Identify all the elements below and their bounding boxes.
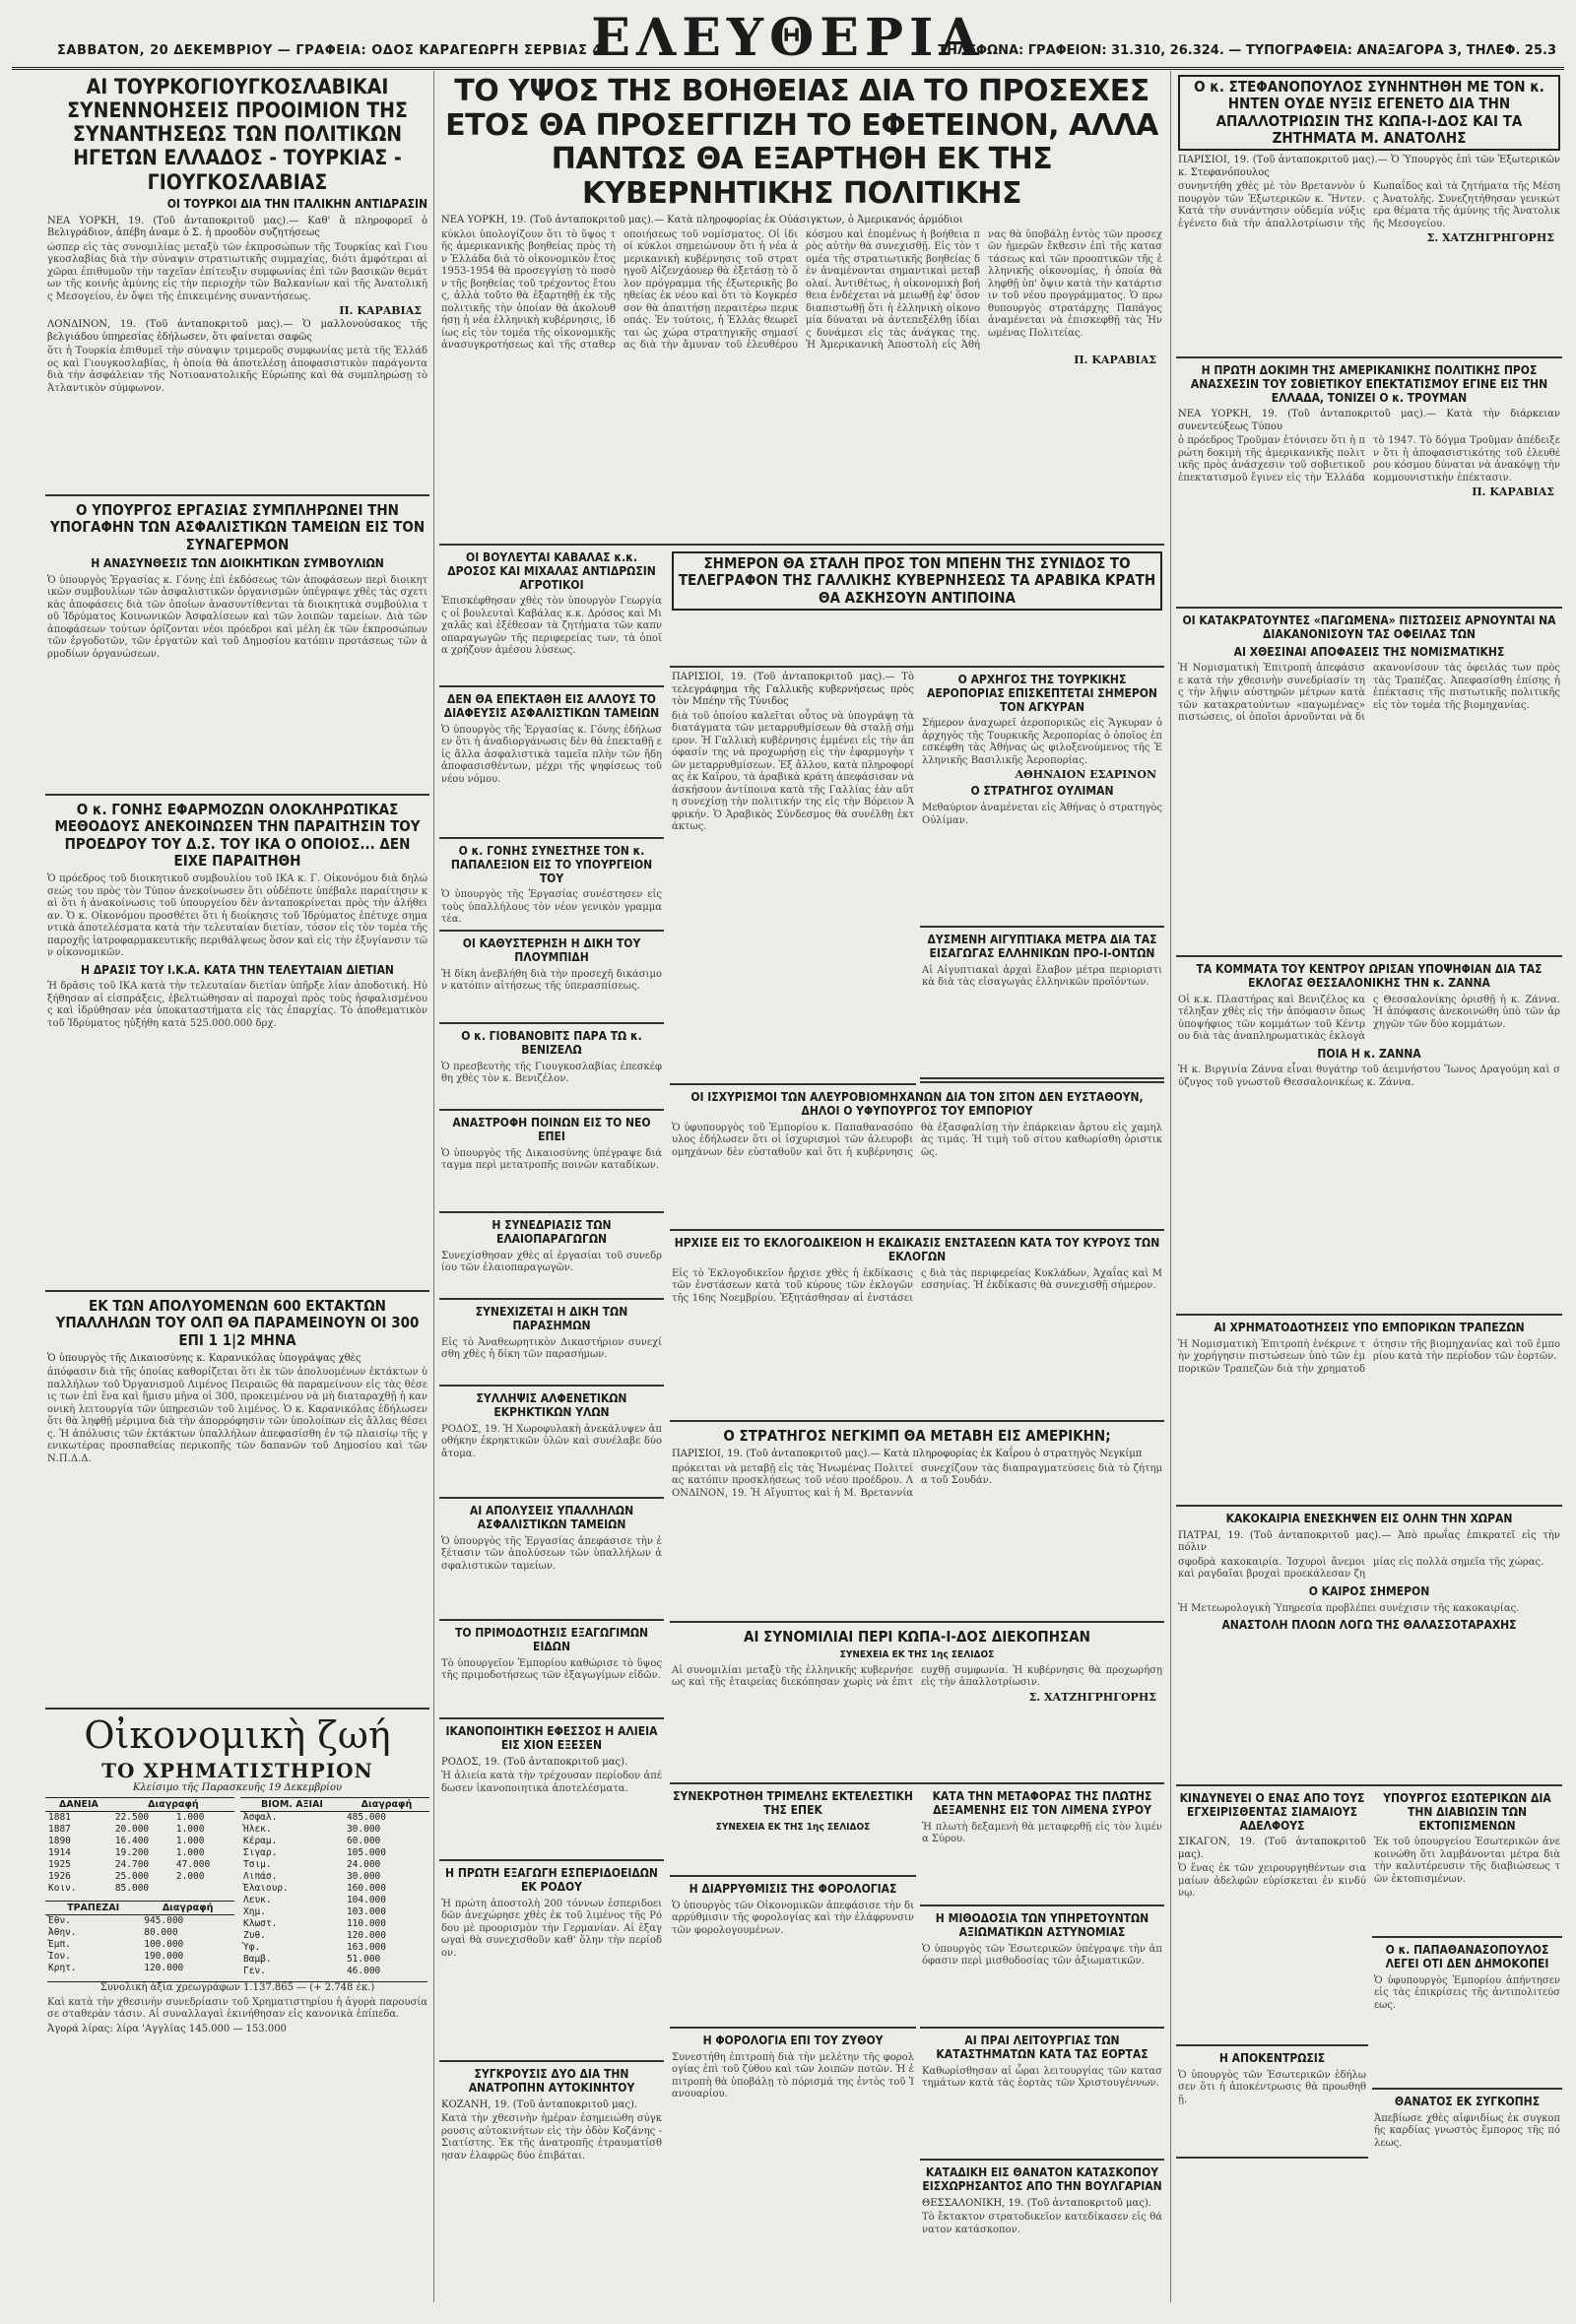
article-body: Ὁ ὑπουργὸς τῆς Ἐργασίας ἀπεφάσισε τὴν ἐξέτασιν τῶν ἀπολύσεων τῶν ὑπαλλήλων ἀσφαλιστικῶν ταμείων. — [441, 1535, 662, 1572]
dateline: ΠΑΤΡΑΙ, 19. (Τοῦ ἀνταποκριτοῦ μας).— Ἀπὸ πρωΐας ἐπικρατεῖ εἰς τὴν πόλιν — [1178, 1529, 1560, 1554]
loans-and-banks — [45, 1797, 234, 1977]
table-header: Διαγραφή — [344, 1798, 429, 1812]
headline: Ο ΣΤΡΑΤΗΓΟΣ ΝΕΓΚΙΜΠ ΘΑ ΜΕΤΑΒΗ ΕΙΣ ΑΜΕΡΙΚΗΝ; — [723, 1427, 1111, 1445]
article-flour — [670, 1087, 1164, 1231]
headline: ΑΙ ΧΡΗΜΑΤΟΔΟΤΗΣΕΙΣ ΥΠΟ ΕΜΠΟΡΙΚΩΝ ΤΡΑΠΕΖΩΝ — [1214, 1321, 1525, 1334]
headline: Ο κ. ΓΙΟΒΑΝΟΒΙΤΣ ΠΑΡΑ ΤΩ κ. ΒΕΝΙΖΕΛΩ — [461, 1029, 642, 1057]
quotes-tables — [45, 1797, 429, 1977]
dateline-2: ΛΟΝΔΙΝΟΝ, 19. (Τοῦ ἀνταποκριτοῦ μας).— Ὁ μαλλονούσακος τῆς βελγιάδου ὑπηρεσίας ἐδήλωσεν, ὅτι φαίνεται σαφῶς — [47, 319, 427, 343]
article-body: Ὁ ὑπουργὸς τῆς Δικαιοσύνης ὑπέγραψε διάταγμα περὶ μετατροπῆς ποινῶν καταδίκων. — [441, 1147, 662, 1172]
headline: ΤΟ ΠΡΙΜΟΔΟΤΗΣΙΣ ΕΞΑΓΩΓΙΜΩΝ ΕΙΔΩΝ — [454, 1626, 649, 1653]
article-unresolved — [439, 689, 664, 839]
headline: Ο κ. ΓΟΝΗΣ ΕΦΑΡΜΟΖΩΝ ΟΛΟΚΛΗΡΩΤΙΚΑΣ ΜΕΘΟΔΟΥΣ ΑΝΕΚΟΙΝΩΣΕΝ ΤΗΝ ΠΑΡΑΙΤΗΣΙΝ ΤΟΥ ΠΡΟΕΔΡΟΥ ΤΟΥ Δ.Σ. ΤΟΥ ΙΚΑ Ο ΟΠΟΙΟΣ... ΔΕΝ ΕΙΧΕ ΠΑΡΑΙΤΗΘΗ — [54, 801, 421, 870]
table-row: Ἐμπ. 100.000 — [48, 1939, 184, 1950]
finance-footer: Συνολικὴ ἀξία χρεωγράφων 1.137.865 — (+ 2.748 ἐκ.) — [47, 1981, 427, 1995]
article-police — [920, 1908, 1164, 2029]
table-row: Τσιμ. 24.000 — [243, 1859, 381, 1870]
article-body: Ἡ πλωτὴ δεξαμενὴ θὰ μεταφερθῇ εἰς τὸν λιμένα Σύρου. — [922, 1821, 1162, 1845]
headline: ΣΥΛΛΗΨΙΣ ΑΛΦΕΝΕΤΙΚΩΝ ΕΚΡΗΚΤΙΚΩΝ ΥΛΩΝ — [476, 1391, 627, 1419]
article-body: Ἡ ἁλιεία κατὰ τὴν τρέχουσαν περίοδον ἀπέδωσεν ἱκανοποιητικὰ ἀποτελέσματα. — [441, 1771, 662, 1794]
article-body: Εἰς τὸ Ἀναθεωρητικὸν Δικαστήριον συνεχίσθη χθὲς ἡ δίκη τῶν παρασήμων. — [441, 1336, 662, 1361]
headline: Ο κ. ΓΟΝΗΣ ΣΥΝΕΣΤΗΣΕ ΤΟΝ κ. ΠΑΠΑΛΕΞΙΟΝ ΕΙΣ ΤΟ ΥΠΟΥΡΓΕΙΟΝ ΤΟΥ — [450, 844, 653, 885]
dateline: Ὁ ὑπουργὸς τῆς Δικαιοσύνης κ. Καρανικόλας ὑπογράψας χθὲς — [47, 1352, 361, 1364]
finance-commentary: Καὶ κατὰ τὴν χθεσινὴν συνεδρίασιν τοῦ Χρηματιστηρίου ἡ ἀγορὰ παρουσίασε σταθερὰν τάσιν. Αἱ συναλλαγαὶ ἐκινήθησαν εἰς κανονικὰ ἐπίπεδα. — [47, 1996, 427, 2020]
article-death — [1372, 2092, 1562, 2300]
masthead-phones: ΤΗΛΕΦΩΝΑ: ΓΡΑΦΕΙΟΝ: 31.310, 26.324. — ΤΥΠΟΓΡΑΦΕΙΑ: ΑΝΑΞΑΓΟΡΑ 3, ΤΗΛΕΦ. 25.3 — [938, 43, 1556, 58]
article-nets — [439, 1113, 664, 1213]
article-accident — [439, 2064, 664, 2300]
headline: ΟΙ ΚΑΘΥΣΤΕΡΗΣΗ Η ΔΙΚΗ ΤΟΥ ΠΛΟΥΜΠΙΔΗ — [462, 936, 641, 964]
article-body: Οἱ κ.κ. Πλαστήρας καὶ Βενιζέλος κατέληξαν χθὲς εἰς τὴν ἀπόφασιν ὅπως ὑποψήφιος τῶν κομμάτων τοῦ Κέντρου διὰ τὰς ἀναπληρωματικὰς ἐκλογὰς Θεσσαλονίκης ὁρισθῇ ἡ κ. Ζάννα. Ἡ ἀπόφασις ἀνεκοινώθη ὑπὸ τῶν ἀρχηγῶν τῶν δύο κομμάτων. — [1178, 994, 1560, 1043]
article-body: Τὸ ἔκτακτον στρατοδικεῖον κατεδίκασεν εἰς θάνατον κατάσκοπον. — [922, 2212, 1162, 2235]
finance-section — [45, 1711, 429, 2302]
headline: Η ΑΠΟΚΕΝΤΡΩΣΙΣ — [1218, 2051, 1326, 2065]
headline: Η ΜΙΘΟΔΟΣΙΑ ΤΩΝ ΥΠΗΡΕΤΟΥΝΤΩΝ ΑΞΙΩΜΑΤΙΚΩΝ ΑΣΤΥΝΟΜΙΑΣ — [935, 1911, 1149, 1939]
article-body: πρόκειται νὰ μεταβῇ εἰς τὰς Ἡνωμένας Πολιτείας κατόπιν προσκλήσεως τοῦ νέου προέδρου. ΛΟΝΔΙΝΟΝ, 19. Ἡ Αἴγυπτος καὶ ἡ Μ. Βρεταννία συνεχίζουν τὰς διαπραγματεύσεις διὰ τὸ ζήτημα τοῦ Σουδάν. — [672, 1462, 1162, 1499]
article-holidays — [920, 2031, 1164, 2161]
table-row: Κλωστ. 110.000 — [243, 1918, 386, 1929]
article-body: ΡΟΔΟΣ, 19. Ἡ Χωροφυλακὴ ἀνεκάλυψεν ἀποθήκην ἐκρηκτικῶν ὑλῶν καὶ συνέλαβε δύο ἄτομα. — [441, 1423, 662, 1459]
column-divider — [433, 71, 434, 2302]
dateline: ΝΕΑ ΥΟΡΚΗ, 19. (Τοῦ ἀνταποκριτοῦ μας).— Κατὰ πληροφορίας ἐκ Οὐάσιγκτων, ὁ Ἀμερικανός ἀρμόδιοι — [441, 215, 963, 226]
headline: ΗΡΧΙΣΕ ΕΙΣ ΤΟ ΕΚΛΟΓΟΔΙΚΕΙΟΝ Η ΕΚΔΙΚΑΣΙΣ ΕΝΣΤΑΣΕΩΝ ΚΑΤΑ ΤΟΥ ΚΥΡΟΥΣ ΤΩΝ ΕΚΛΟΓΩΝ — [674, 1236, 1160, 1263]
headline: ΚΑΤΑ ΤΗΝ ΜΕΤΑΦΟΡΑΣ ΤΗΣ ΠΛΩΤΗΣ ΔΕΞΑΜΕΝΗΣ ΕΙΣ ΤΟΝ ΛΙΜΕΝΑ ΣΥΡΟΥ — [932, 1789, 1152, 1817]
signature: Σ. ΧΑΤΖΗΓΡΗΓΟΡΗΣ — [1426, 231, 1554, 244]
table-row: 1926 25.000 2.000 — [48, 1871, 205, 1882]
headline: ΥΠΟΥΡΓΟΣ ΕΣΩΤΕΡΙΚΩΝ ΔΙΑ ΤΗΝ ΔΙΑΒΙΩΣΙΝ ΤΩΝ ΕΚΤΟΠΙΣΜΕΝΩΝ — [1383, 1791, 1551, 1833]
article-body-2: ὅτι ἡ Τουρκία ἐπιθυμεῖ τὴν σύναψιν τριμεροῦς συμφωνίας μετὰ τῆς Ἑλλάδος καὶ Γιουγκοσλαβίας, ἡ ὁποία θὰ ἀποτελέσῃ ἀποφασιστικὸν παράγοντα διὰ τὴν ἀσφάλειαν τῆς Νοτιοανατολικῆς Εὐρώπης καὶ θὰ συμπληρώσῃ τὸ Ἀτλαντικὸν σύμφωνον. — [47, 346, 427, 394]
article-body-2: Ἡ κ. Βιργινία Ζάννα εἶναι θυγάτηρ τοῦ ἀειμνήστου Ἴωνος Δραγούμη καὶ σύζυγος τοῦ γνωστοῦ Θεσσαλονικέως κ. Ζάννα. — [1178, 1065, 1560, 1088]
table-row: Γεν. 46.000 — [243, 1966, 381, 1976]
article-body: Ὁ ὑπουργὸς τῆς Ἐργασίας συνέστησεν εἰς τοὺς ὑπαλλήλους τὸν νέον γενικὸν γραμματέα. — [441, 889, 662, 926]
article-oil — [439, 1215, 664, 1300]
table-row: Λευκ. 104.000 — [243, 1895, 386, 1905]
dateline: ΠΑΡΙΣΙΟΙ, 19. (Τοῦ ἀνταποκριτοῦ μας).— Τὸ τελεγράφημα τῆς Γαλλικῆς κυβερνήσεως πρὸς τὸν Μπέην τῆς Τύνιδος — [672, 672, 914, 707]
headline: ΚΑΚΟΚΑΙΡΙΑ ΕΝΕΣΚΗΨΕΝ ΕΙΣ ΟΛΗΝ ΤΗΝ ΧΩΡΑΝ — [1225, 1512, 1513, 1525]
article-syros — [920, 1786, 1164, 1906]
subheadline: ΠΟΙΑ Η κ. ΖΑΝΝΑ — [1317, 1046, 1421, 1061]
article-papathanasopoulos — [1372, 1940, 1562, 2090]
table-row: Ἐθν. 945.000 — [48, 1915, 184, 1926]
subheadline: Ο ΚΑΙΡΟΣ ΣΗΜΕΡΟΝ — [1308, 1583, 1430, 1598]
headline: ΣΥΓΚΡΟΥΣΙΣ ΔΥΟ ΔΙΑ ΤΗΝ ΑΝΑΤΡΟΠΗΝ ΑΥΤΟΚΙΝΗΤΟΥ — [468, 2067, 635, 2095]
dateline: ΝΕΑ ΥΟΡΚΗ, 19. (Τοῦ ἀνταποκριτοῦ μας).— Καθ' ἅ πληροφορεῖ ὁ Βελιγράδιον, ἀπέβη ἀναμε ὁ Σ. ἡ προοδὸν συζητήσεως — [47, 215, 427, 238]
article-meeting — [439, 841, 664, 932]
table-row: Χημ. 103.000 — [243, 1906, 386, 1917]
headline: ΙΚΑΝΟΠΟΙΗΤΙΚΗ ΕΦΕΣΣΟΣ Η ΑΛΙΕΙΑ ΕΙΣ ΧΙΟΝ ΕΞΕΣΕΝ — [445, 1724, 658, 1752]
headline: ΟΙ ΚΑΤΑΚΡΑΤΟΥΝΤΕΣ «ΠΑΓΩΜΕΝΑ» ΠΙΣΤΩΣΕΙΣ ΑΡΝΟΥΝΤΑΙ ΝΑ ΔΙΑΚΑΝΟΝΙΣΟΥΝ ΤΑΣ ΟΦΕΙΛΑΣ ΤΩΝ — [1182, 613, 1556, 641]
article-body: Ἐκ τοῦ ὑπουργείου Ἐσωτερικῶν ἀνεκοινώθη ὅτι λαμβάνονται μέτρα διὰ τὴν καλυτέρευσιν τῆς διαβιώσεως τῶν ἐκτοπισμένων. — [1374, 1837, 1560, 1885]
article-elections — [670, 1233, 1164, 1422]
article-body: Ὁ ἕνας ἐκ τῶν χειρουργηθέντων σιαμαίων ἀδελφῶν εὑρίσκεται ἐν κινδύνῳ. — [1178, 1863, 1366, 1900]
table-row: 1881 22.500 1.000 — [48, 1812, 205, 1823]
finance-subtitle: ΤΟ ΧΡΗΜΑΤΙΣΤΗΡΙΟΝ — [101, 1759, 373, 1782]
headline: ΑΙ ΑΠΟΛΥΣΕΙΣ ΥΠΑΛΛΗΛΩΝ ΑΣΦΑΛΙΣΤΙΚΩΝ ΤΑΜΕΙΩΝ — [469, 1504, 634, 1531]
headline: Ο ΑΡΧΗΓΟΣ ΤΗΣ ΤΟΥΡΚΙΚΗΣ ΑΕΡΟΠΟΡΙΑΣ ΕΠΙΣΚΕΠΤΕΤΑΙ ΣΗΜΕΡΟΝ ΤΟΝ ΑΓΚΥΡΑΝ — [927, 673, 1157, 714]
article-body: Συνεχίσθησαν χθὲς αἱ ἐργασίαι τοῦ συνεδρίου τῶν ἐλαιοπαραγωγῶν. — [441, 1250, 662, 1274]
subheadline: ΑΙ ΧΘΕΣΙΝΑΙ ΑΠΟΦΑΣΕΙΣ ΤΗΣ ΝΟΜΙΣΜΑΤΙΚΗΣ — [1233, 644, 1505, 659]
table-row: Ὑφ. 163.000 — [243, 1942, 386, 1953]
headline: ΔΥΣΜΕΝΗ ΑΙΓΥΠΤΙΑΚΑ ΜΕΤΡΑ ΔΙΑ ΤΑΣ ΕΙΣΑΓΩΓΑΣ ΕΛΛΗΝΙΚΩΝ ΠΡΟ-Ι-ΟΝΤΩΝ — [927, 933, 1157, 960]
article-body: Καθωρίσθησαν αἱ ὧραι λειτουργίας τῶν καταστημάτων κατὰ τὰς ἑορτὰς τῶν Χριστουγέννων. — [922, 2065, 1162, 2090]
article-kavala — [439, 548, 664, 687]
headline: ΟΙ ΙΣΧΥΡΙΣΜΟΙ ΤΩΝ ΑΛΕΥΡΟΒΙΟΜΗΧΑΝΩΝ ΔΙΑ ΤΟΝ ΣΙΤΟΝ ΔΕΝ ΕΥΣΤΑΘΟΥΝ, ΔΗΛΟΙ Ο ΥΦΥΠΟΥΡΓΟΣ ΤΟΥ ΕΜΠΟΡΙΟΥ — [690, 1090, 1144, 1118]
article-neguib — [670, 1424, 1164, 1623]
subheadline: ΟΙ ΤΟΥΡΚΟΙ ΔΙΑ ΤΗΝ ΙΤΑΛΙΚΗΝ ΑΝΤΙΔΡΑΣΙΝ — [166, 196, 427, 211]
article-exiles — [1372, 1788, 1562, 1938]
signature: Π. ΚΑΡΑΒΙΑΣ — [1472, 485, 1554, 499]
headline: ΟΙ ΒΟΥΛΕΥΤΑΙ ΚΑΒΑΛΑΣ κ.κ. ΔΡΟΣΟΣ ΚΑΙ ΜΙΧΑΛΑΣ ΑΝΤΙΔΡΩΣΙΝ ΑΓΡΟΤΙΚΟΙ — [447, 550, 656, 592]
headline: Η ΦΟΡΟΛΟΓΙΑ ΕΠΙ ΤΟΥ ΖΥΘΟΥ — [702, 2034, 884, 2047]
article-apokentrosis — [1176, 2048, 1368, 2159]
article-body: Ἀπεβίωσε χθὲς αἰφνιδίως ἐκ συγκοπῆς καρδίας γνωστὸς ἔμπορος τῆς πόλεως. — [1374, 2112, 1560, 2149]
headline: ΔΕΝ ΘΑ ΕΠΕΚΤΑΘΗ ΕΙΣ ΑΛΛΟΥΣ ΤΟ ΔΙΑΦΕΥΣΙΣ ΑΣΦΑΛΙΣΤΙΚΩΝ ΤΑΜΕΙΩΝ — [443, 692, 660, 720]
table-row: 1890 16.400 1.000 — [48, 1836, 205, 1846]
newspaper-page — [12, 8, 1564, 2302]
headline: ΤΟ ΥΨΟΣ ΤΗΣ ΒΟΗΘΕΙΑΣ ΔΙΑ ΤΟ ΠΡΟΣΕΧΕΣ ΕΤΟΣ ΘΑ ΠΡΟΣΕΓΓΙΖΗ ΤΟ ΕΦΕΤΕΙΝΟΝ, ΑΛΛΑ ΠΑΝΤΩΣ ΘΑ ΕΞΑΡΤΗΘΗ ΕΚ ΤΗΣ ΚΥΒΕΡΝΗΤΙΚΗΣ ΠΟΛΙΤΙΚΗΣ — [445, 74, 1158, 211]
subheadline: ΣΥΝΕΧΕΙΑ ΕΚ ΤΗΣ 1ης ΣΕΛΙΔΟΣ — [715, 1821, 871, 1833]
table-header: Διαγραφή — [112, 1798, 234, 1812]
article-oap — [45, 1294, 429, 1710]
dateline: ΣΙΚΑΓΟΝ, 19. (Τοῦ ἀνταποκριτοῦ μας). — [1178, 1837, 1366, 1860]
table-header: ΒΙΟΜ. ΑΞΙΑΙ — [240, 1798, 344, 1812]
article-body: Εἰς τὸ Ἐκλογοδικεῖον ἤρχισε χθὲς ἡ ἐκδίκασις τῶν ἐνστάσεων κατὰ τοῦ κύρους τῶν ἐκλογῶν τῆς 16ης Νοεμβρίου. Ἐξητάσθησαν αἱ ἐνστάσεις διὰ τὰς περιφερείας Κυκλάδων, Ἀχαΐας καὶ Μεσσηνίας. Ἡ ἐκδίκασις θὰ συνεχισθῇ σήμερον. — [672, 1267, 1162, 1304]
article-body: Σήμερον ἀναχωρεῖ ἀεροπορικῶς εἰς Ἄγκυραν ὁ ἀρχηγὸς τῆς Τουρκικῆς Ἀεροπορίας ὁ ὁποῖος ἐπεσκέφθη τὰς Ἀθήνας ὡς φιλοξενούμενος τῆς Ἑλληνικῆς Βασιλικῆς Ἀεροπορίας. — [922, 718, 1162, 766]
article-body: Συνεστήθη ἐπιτροπὴ διὰ τὴν μελέτην τῆς φορολογίας ἐπὶ τοῦ ζύθου καὶ τῶν λοιπῶν ποτῶν. Ἡ ἐπιτροπὴ θὰ ὑποβάλῃ τὸ πόρισμά της ἐντὸς τοῦ Ἰανουαρίου. — [672, 2051, 914, 2100]
headline: ΘΑΝΑΤΟΣ ΕΚ ΣΥΓΚΟΠΗΣ — [1394, 2095, 1541, 2108]
article-egypt — [920, 930, 1164, 1079]
table-row: Κέραμ. 60.000 — [243, 1836, 381, 1846]
headline: ΚΙΝΔΥΝΕΥΕΙ Ο ΕΝΑΣ ΑΠΟ ΤΟΥΣ ΕΓΧΕΙΡΙΣΘΕΝΤΑΣ ΣΙΑΜΑΙΟΥΣ ΑΔΕΛΦΟΥΣ — [1179, 1791, 1365, 1833]
finance-title: Οἰκονομικὴ ζωή — [84, 1713, 391, 1757]
article-body: Ὁ ὑπουργὸς Ἐργασίας κ. Γόνης ἐπὶ ἐκδόσεως τῶν ἀποφάσεων περὶ διοικητικῶν συμβουλίων τῶν ἀσφαλιστικῶν ὀργανισμῶν ὑπέγραψε χθὲς τὰς σχετικὰς ἀποφάσεις διὰ τῶν ὁποίων ἀνασυντίθενται τὰ διοικητικὰ συμβούλια τοῦ Ἱδρύματος Κοινωνικῶν Ἀσφαλίσεων καὶ τῶν λοιπῶν ταμείων. Διὰ τῶν ἀποφάσεων τούτων ὁρίζονται νέοι πρόεδροι καὶ μέλη ἐκ τῶν ἐκπροσώπων τῶν ἐργοδοτῶν, τῶν ἐργατῶν καὶ τοῦ Δημοσίου κατόπιν προτάσεως τῶν ἀρμοδίων ὀργανώσεων. — [47, 574, 427, 660]
dateline: ΡΟΔΟΣ, 19. (Τοῦ ἀνταποκριτοῦ μας). — [441, 1756, 628, 1768]
industry-quotes — [240, 1797, 429, 1977]
article-body-2: Μεθαύριον ἀναμένεται εἰς Ἀθήνας ὁ στρατηγὸς Οὐλίμαν. — [922, 803, 1162, 826]
article-yield — [439, 1623, 664, 1719]
finance-session: Κλείσιμο τῆς Παρασκευῆς 19 Δεκεμβρίου — [132, 1782, 343, 1793]
headline: ΣΥΝΕΧΙΖΕΤΑΙ Η ΔΙΚΗ ΤΩΝ ΠΑΡΑΣΗΜΩΝ — [475, 1305, 628, 1332]
newspaper-title: ΕΛΕΥΘΕΡΙΑ — [591, 8, 985, 68]
spacer — [920, 1081, 1164, 1083]
subheadline: Η ΔΡΑΣΙΣ ΤΟΥ Ι.Κ.Α. ΚΑΤΑ ΤΗΝ ΤΕΛΕΥΤΑΙΑΝ ΔΙΕΤΙΑΝ — [81, 962, 394, 977]
dateline: ΘΕΣΣΑΛΟΝΙΚΗ, 19. (Τοῦ ἀνταποκριτοῦ μας). — [922, 2197, 1151, 2209]
article-envoys — [670, 548, 1164, 668]
table-row: Ἀσφαλ. 485.000 — [243, 1812, 386, 1823]
table-row: Ἠλεκ. 30.000 — [243, 1824, 381, 1835]
headline: ΣΥΝΕΚΡΟΤΗΘΗ ΤΡΙΜΕΛΗΣ ΕΚΤΕΛΕΣΤΙΚΗ ΤΗΣ ΕΠΕΚ — [673, 1789, 913, 1817]
article-body: Ὁ πρεσβευτὴς τῆς Γιουγκοσλαβίας ἐπεσκέφθη χθὲς τὸν κ. Βενιζέλον. — [441, 1061, 662, 1085]
signature: ΑΘΗΝΑΙΟΝ ΕΣΑΡΙΝΟΝ — [1015, 768, 1156, 782]
article-body: σφοδρὰ κακοκαιρία. Ἰσχυροὶ ἄνεμοι καὶ ραγδαῖαι βροχαὶ προεκάλεσαν ζημίας εἰς πολλὰ σημεῖα τῆς χώρας. — [1178, 1556, 1544, 1581]
article-epek — [670, 1786, 916, 1877]
headline: ΑΙ ΤΟΥΡΚΟΓΙΟΥΓΚΟΣΛΑΒΙΚΑΙ ΣΥΝΕΝΝΟΗΣΕΙΣ ΠΡΟΟΙΜΙΟΝ ΤΗΣ ΣΥΝΑΝΤΗΣΕΩΣ ΤΩΝ ΠΟΛΙΤΙΚΩΝ ΗΓΕΤΩΝ ΕΛΛΑΔΟΣ - ΤΟΥΡΚΙΑΣ - ΓΙΟΥΓΚΟΣΛΑΒΙΑΣ — [67, 75, 408, 194]
table-row: Κρητ. 120.000 — [48, 1963, 184, 1973]
signature: Π. ΚΑΡΑΒΙΑΣ — [1074, 353, 1156, 366]
article-labor — [45, 498, 429, 796]
headline: Ο κ. ΣΤΕΦΑΝΟΠΟΥΛΟΣ ΣΥΝΗΝΤΗΘΗ ΜΕ ΤΟΝ κ. ΗΝΤΕΝ ΟΥΔΕ ΝΥΞΙΣ ΕΓΕΝΕΤΟ ΔΙΑ ΤΗΝ ΑΠΑΛΛΟΤΡΙΩΣΙΝ ΤΗΣ ΚΩΠΑ-Ι-ΔΟΣ ΚΑΙ ΤΑ ΖΗΤΗΜΑΤΑ Μ. ΑΝΑΤΟΛΗΣ — [1178, 75, 1560, 151]
article-envoys-body — [670, 670, 916, 1085]
article-body: Αἱ συνομιλίαι μεταξὺ τῆς ἑλληνικῆς κυβερνήσεως καὶ τῆς ἑταιρείας διεκόπησαν χωρὶς νὰ ἐπιτευχθῇ συμφωνία. Ἡ κυβέρνησις θὰ προχωρήσῃ εἰς τὴν ἀπαλλοτρίωσιν. — [672, 1664, 1162, 1689]
table-row: Ἀθην. 80.000 — [48, 1927, 178, 1938]
article-weather — [1176, 1509, 1562, 1786]
headline: ΚΑΤΑΔΙΚΗ ΕΙΣ ΘΑΝΑΤΟΝ ΚΑΤΑΣΚΟΠΟΥ ΕΙΣΧΩΡΗΣΑΝΤΟΣ ΑΠΟ ΤΗΝ ΒΟΥΛΓΑΡΙΑΝ — [922, 2165, 1162, 2193]
article-pagomena — [1176, 611, 1562, 957]
article-gonis — [45, 798, 429, 1292]
article-body: Ὁ ὑπουργὸς τῆς Ἐργασίας κ. Γόνης ἐδήλωσεν ὅτι ἡ ἀναδιοργάνωσις δὲν θὰ ἐπεκταθῇ εἰς ἄλλα ἀσφαλιστικὰ ταμεῖα πλὴν τῶν ἤδη ἀποφασισθέντων, μέχρι τῆς ψηφίσεως τοῦ νέου νόμου. — [441, 724, 662, 785]
article-ikanopoiitiki — [439, 1721, 664, 1861]
headline: ΤΑ ΚΟΜΜΑΤΑ ΤΟΥ ΚΕΝΤΡΟΥ ΩΡΙΣΑΝ ΥΠΟΨΗΦΙΑΝ ΔΙΑ ΤΑΣ ΕΚΛΟΓΑΣ ΘΕΣΣΑΛΟΝΙΚΗΣ ΤΗΝ κ. ΖΑΝΝΑ — [1196, 962, 1543, 990]
headline: Η ΔΙΑΡΡΥΘΜΙΣΙΣ ΤΗΣ ΦΟΡΟΛΟΓΙΑΣ — [689, 1882, 897, 1896]
article-body: Ἡ Νομισματικὴ Ἐπιτροπὴ ἐνέκρινε τὴν χορήγησιν πιστώσεων ὑπὸ τῶν ἐμπορικῶν Τραπεζῶν διὰ τὴν χρηματοδότησιν τῆς βιομηχανίας καὶ τοῦ ἐμπορίου κατὰ τὴν περίοδον τῶν ἑορτῶν. — [1178, 1338, 1560, 1375]
article-sugartax — [670, 2031, 916, 2300]
article-stefanopoulos — [1176, 71, 1562, 358]
headline: ΑΙ ΣΥΝΟΜΙΛΙΑΙ ΠΕΡΙ ΚΩΠΑ-Ι-ΔΟΣ ΔΙΕΚΟΠΗΣΑΝ — [744, 1628, 1090, 1646]
table-row: Ζυθ. 120.000 — [243, 1930, 386, 1941]
table-row: Ἰον. 190.000 — [48, 1951, 184, 1962]
table-row: 1914 19.200 1.000 — [48, 1847, 205, 1858]
table-row: Ἐλαιουρ. 160.000 — [243, 1883, 386, 1894]
article-body: ἀπόφασιν διὰ τῆς ὁποίας καθορίζεται ὅτι ἐκ τῶν ἀπολυομένων ἐκτάκτων ὑπαλλήλων τοῦ Ὀργανισμοῦ Λιμένος Πειραιῶς θὰ παραμείνουν εἰς τὰς θέσεις των ἐπὶ ἕνα καὶ ἥμισυ μῆνα οἱ 300, προκειμένου νὰ μὴ διαταραχθῇ ἡ κανονικὴ λειτουργία τῶν ὑπηρεσιῶν τοῦ λιμένος. Ὁ κ. Καρανικόλας ἐδήλωσεν ὅτι θὰ ληφθῇ μέριμνα διὰ τὴν ἀπορρόφησιν τῶν ὑπολοίπων εἰς ἄλλας θέσεις. Ἡ ἀπόλυσις τῶν ἐκτάκτων ὑπαλλήλων ἀπεφασίσθη ἐν τῷ πλαισίῳ τῆς γενικωτέρας προσπαθείας περικοπῆς τῶν δαπανῶν τοῦ Δημοσίου καὶ τῶν Ν.Π.Δ.Δ. — [47, 1367, 427, 1464]
article-aid — [439, 71, 1164, 546]
article-body: ὁ πρόεδρος Τροῦμαν ἐτόνισεν ὅτι ἡ πρώτη δοκιμὴ τῆς ἀμερικανικῆς πολιτικῆς πρὸς ἀνάσχεσιν τοῦ σοβιετικοῦ ἐπεκτατισμοῦ ἔγινεν εἰς τὴν Ἑλλάδα τὸ 1947. Τὸ δόγμα Τροῦμαν ἀπέδειξεν ὅτι ἡ ἀποφασιστικότης τοῦ ἐλευθέρου κόσμου δύναται νὰ ἀνακόψῃ τὴν κομμουνιστικὴν ἐπέκτασιν. — [1178, 435, 1560, 484]
dateline: ΠΑΡΙΣΙΟΙ, 19. (Τοῦ ἀνταποκριτοῦ μας).— Ὁ Ὑπουργὸς ἐπὶ τῶν Ἐξωτερικῶν κ. Στεφανόπουλος — [1178, 155, 1560, 178]
table-header: ΔΑΝΕΙΑ — [45, 1798, 112, 1812]
article-body: Ὁ ὑπουργὸς τῶν Οἰκονομικῶν ἀπεφάσισε τὴν διαρρύθμισιν τῆς φορολογίας καὶ τὴν ἐλάφρυνσιν τῶν φορολογουμένων. — [672, 1900, 914, 1936]
headline: Ο ΥΠΟΥΡΓΟΣ ΕΡΓΑΣΙΑΣ ΣΥΜΠΛΗΡΩΝΕΙ ΤΗΝ ΥΠΟΓΑΦΗΝ ΤΩΝ ΑΣΦΑΛΙΣΤΙΚΩΝ ΤΑΜΕΙΩΝ ΕΙΣ ΤΟΝ ΣΥΝΑΓΕΡΜΟΝ — [49, 501, 426, 553]
article-tito — [45, 71, 429, 496]
headline: ΕΚ ΤΩΝ ΑΠΟΛΥΟΜΕΝΩΝ 600 ΕΚΤΑΚΤΩΝ ΥΠΑΛΛΗΛΩΝ ΤΟΥ ΟΛΠ ΘΑ ΠΑΡΑΜΕΙΝΟΥΝ ΟΙ 300 ΕΠΙ 1 1|2 ΜΗΝΑ — [55, 1297, 420, 1349]
article-body: κύκλοι ὑπολογίζουν ὅτι τὸ ὕψος τῆς ἀμερικανικῆς βοηθείας πρὸς τὴν Ἑλλάδα διὰ τὸ οἰκονομικὸν ἔτος 1953-1954 θὰ προσεγγίσῃ τὸ ποσὸν τῆς βοηθείας τοῦ τρέχοντος ἔτους, ἀλλὰ τοῦτο θὰ ἐξαρτηθῇ ἐκ τῆς πολιτικῆς τὴν ὁποίαν θὰ ἀκολουθήσῃ ἡ νέα ἑλληνικὴ κυβέρνησις, ἰδίως εἰς τὸν τομέα τῆς οἰκονομικῆς ἀνασυγκροτήσεως καὶ τῆς σταθεροποιήσεως τοῦ νομίσματος. Οἱ ἰδιοί κύκλοι σημειώνουν ὅτι ἡ νέα ἀμερικανικὴ κυβέρνησις τοῦ στρατηγοῦ Αἰζενχάουερ θὰ ἐξετάσῃ τὸ ὅλον πρόγραμμα τῆς ἐξωτερικῆς βοηθείας ἐκ νέου καὶ ὅτι τὸ Κογκρέσσον θὰ ἀπαιτήσῃ περαιτέρω περικοπάς. Ἐν τούτοις, ἡ Ἑλλὰς θεωρεῖται ὡς χώρα στρατηγικῆς σημασίας διὰ τὴν ἄμυναν τοῦ ἐλευθέρου κόσμου καὶ ἑπομένως ἡ βοήθεια πρὸς αὐτὴν θὰ συνεχισθῇ. Εἰς τὸν τομέα τῆς στρατιωτικῆς βοηθείας δὲν ἀναμένονται σημαντικαὶ μεταβολαί. Ἀντιθέτως, ἡ οἰκονομικὴ βοήθεια ἐνδέχεται νὰ μειωθῇ ἐφ' ὅσον διαπιστωθῇ ὅτι ἡ ἑλληνικὴ οἰκονομία δύναται νὰ ἀντεπεξέλθῃ ἰδίαις δυνάμεσι εἰς τὰς ἀνάγκας της. Ἡ Ἀμερικανικὴ Ἀποστολὴ εἰς Ἀθήνας θὰ ὑποβάλῃ ἐντὸς τῶν προσεχῶν ἡμερῶν ἔκθεσιν ἐπὶ τῆς καταστάσεως καὶ τῶν προοπτικῶν τῆς ἑλληνικῆς οἰκονομίας, ἡ ὁποία θὰ ληφθῇ ὑπ' ὄψιν κατὰ τὴν κατάρτισιν τοῦ νέου προγράμματος. Ὁ πρωθυπουργὸς στρατάρχης Παπάγος ἀναμένεται νὰ ἐπισκεφθῇ τὰς Ἡνωμένας Πολιτείας. — [441, 228, 1162, 351]
table-header: Διαγραφή — [141, 1902, 234, 1915]
signature: Σ. ΧΑΤΖΗΓΡΗΓΟΡΗΣ — [1028, 1690, 1156, 1704]
article-body: διὰ τοῦ ὁποίου καλεῖται οὗτος νὰ ὑπογράψῃ τὰ διατάγματα τῶν μεταρρυθμίσεων θὰ σταλῇ σήμερον. Ἡ Γαλλικὴ κυβέρνησις ἐμμένει εἰς τὴν ἀπόφασίν της νὰ προχωρήσῃ εἰς τὴν ἐφαρμογὴν τῶν μεταρρυθμίσεων. Ἐξ ἄλλου, κατὰ πληροφορίας ἐκ Καΐρου, τὰ ἀραβικὰ κράτη ἀπεφάσισαν νὰ ἀσκήσουν ἀντίποινα κατὰ τῆς Γαλλίας ἐὰν αὕτη συνεχίσῃ τὴν πολιτικήν της εἰς τὴν Βόρειον Ἀφρικήν. Ὁ Ἀραβικὸς Σύνδεσμος θὰ συνέλθῃ ἐκτάκτως. — [672, 710, 914, 832]
article-kapetanis — [439, 934, 664, 1024]
article-banks — [1176, 1318, 1562, 1507]
banks-table — [45, 1901, 234, 1974]
article-body: Ἡ πρώτη ἀποστολὴ 200 τόννων ἐσπεριδοειδῶν ἀνεχώρησε χθὲς ἐκ τοῦ λιμένος τῆς Ρόδου μὲ προορισμὸν τὴν Γερμανίαν. Αἱ ἐξαγωγαὶ θὰ συνεχισθοῦν καθ' ὅλην τὴν περίοδον. — [441, 1898, 662, 1959]
article-body: ώσπερ εἰς τὰς συνομιλίας μεταξὺ τῶν ἐκπροσώπων τῆς Τουρκίας καὶ Γιουγκοσλαβίας διὰ τὴν σύναψιν στρατιωτικῆς συμμαχίας, διότι ἀμφότεραι αἱ χῶραι ἐπιθυμοῦν τὴν ταχεῖαν ἐπίτευξιν συμφωνίας ἐπὶ τῶν βασικῶν θεμάτων τῆς κοινῆς ἀμύνης εἰς τὴν περιοχὴν τῶν Βαλκανίων καὶ τῆς Ἀνατολικῆς Μεσογείου, ἐν ὄψει τῆς ἐπικειμένης συναντήσεως. — [47, 241, 427, 302]
signature: Π. ΚΑΡΑΒΙΑΣ — [339, 304, 422, 317]
headline: Η ΠΡΩΤΗ ΕΞΑΓΩΓΗ ΕΣΠΕΡΙΔΟΕΙΔΩΝ ΕΚ ΡΟΔΟΥ — [445, 1866, 658, 1894]
article-body: Ὁ ὑφυπουργὸς τοῦ Ἐμπορίου κ. Παπαθανασόπουλος ἐδήλωσεν ὅτι οἱ ἰσχυρισμοὶ τῶν ἀλευροβιομηχάνων δὲν εὐσταθοῦν καὶ ὅτι ἡ κυβέρνησις θὰ ἐξασφαλίσῃ τὴν ἐπάρκειαν ἄρτου εἰς χαμηλὰς τιμάς. Ἡ τιμὴ τοῦ σίτου καθωρίσθη ὁριστικῶς. — [672, 1122, 1162, 1158]
article-body: Κατὰ τὴν χθεσινὴν ἡμέραν ἐσημειώθη σύγκρουσις αὐτοκινήτων εἰς τὴν ὁδὸν Κοζάνης - Σιατίστης. Ἐκ τῆς ἀνατροπῆς ἐτραυματίσθησαν ἐλαφρῶς δύο ἐπιβάται. — [441, 2113, 662, 2162]
table-row: Λιπάσ. 30.000 — [243, 1871, 381, 1882]
table-row: 1887 20.000 1.000 — [48, 1824, 205, 1835]
article-body-2: Ἡ δρᾶσις τοῦ ΙΚΑ κατὰ τὴν τελευταίαν διετίαν ὑπῆρξε λίαν ἀποδοτική. Ηὐξήθησαν αἱ εἰσπράξεις, ἐβελτιώθησαν αἱ παροχαὶ πρὸς τοὺς ἠσφαλισμένους καὶ ἱδρύθησαν νέα ὑποκαταστήματα εἰς τὰς ἐπαρχίας. Τὸ ἀποθεματικὸν τοῦ Ἱδρύματος ηὐξήθη κατὰ 525.000.000 δρχ. — [47, 981, 427, 1029]
article-body: Ἐπισκέφθησαν χθὲς τὸν ὑπουργὸν Γεωργίας οἱ βουλευταὶ Καβάλας κ.κ. Δρόσος καὶ Μιχαλᾶς καὶ ἐξέθεσαν τὰ ζητήματα τῶν καπνοπαραγωγῶν τῆς περιφερείας των, τὰ ὁποῖα χρήζουν ἀμέσου λύσεως. — [441, 596, 662, 657]
article-body: Ὁ πρόεδρος τοῦ διοικητικοῦ συμβουλίου τοῦ ΙΚΑ κ. Γ. Οἰκονόμου διὰ δηλώσεώς του πρὸς τὸν Τύπον ἀνεκοίνωσεν ὅτι οὐδέποτε ὑπέβαλε παραίτησιν καὶ ὅτι ἡ ἀνακοίνωσις τοῦ ὑπουργείου δὲν ἀνταποκρίνεται πρὸς τὴν ἀλήθειαν. Ὁ κ. Οἰκονόμου προσθέτει ὅτι ἡ διοίκησις τοῦ Ἱδρύματος ἐπέτυχε σημαντικὰ ἀποτελέσματα κατὰ τὴν τελευταίαν διετίαν, τόσον εἰς τὸν τομέα τῆς παροχῆς ἰατροφαρμακευτικῆς περιθάλψεως ὅσον καὶ εἰς τὴν ἐξυγίανσιν τῶν οἰκονομικῶν. — [47, 873, 427, 958]
table-row: Βαμβ. 51.000 — [243, 1954, 381, 1965]
dateline: ΚΟΖΑΝΗ, 19. (Τοῦ ἀνταποκριτοῦ μας). — [441, 2098, 638, 2110]
table-row: Σιγαρ. 105.000 — [243, 1847, 386, 1858]
article-exports — [439, 1863, 664, 2062]
loans-table — [45, 1797, 234, 1895]
dateline: ΝΕΑ ΥΟΡΚΗ, 19. (Τοῦ ἀνταποκριτοῦ μας).— Κατὰ τὴν διάρκειαν συνεντεύξεως Τύπου — [1178, 409, 1560, 432]
article-body: Αἱ Αἰγυπτιακαὶ ἀρχαὶ ἔλαβον μέτρα περιοριστικὰ διὰ τὰς εἰσαγωγὰς ἑλληνικῶν προϊόντων. — [922, 964, 1162, 989]
article-ports — [439, 1501, 664, 1621]
subheadline-2: ΑΝΑΣΤΟΛΗ ΠΛΟΩΝ ΛΟΓΩ ΤΗΣ ΘΑΛΑΣΣΟΤΑΡΑΧΗΣ — [1221, 1618, 1517, 1633]
subheadline: ΣΥΝΕΧΕΙΑ ΕΚ ΤΗΣ 1ης ΣΕΛΙΔΟΣ — [839, 1649, 995, 1661]
article-body-2: Ἡ Μετεωρολογικὴ Ὑπηρεσία προβλέπει συνέχισιν τῆς κακοκαιρίας. — [1178, 1602, 1520, 1614]
article-body: Ὁ ὑφυπουργὸς Ἐμπορίου ἀπήντησεν εἰς τὰς ἐπικρίσεις τῆς ἀντιπολιτεύσεως. — [1374, 1974, 1560, 2011]
article-trial — [439, 1302, 664, 1387]
article-giovanovits — [439, 1026, 664, 1111]
article-body: Ὁ ὑπουργὸς τῶν Ἐσωτερικῶν ἐδήλωσεν ὅτι ἡ ἀποκέντρωσις θὰ προωθηθῇ. — [1178, 2069, 1366, 2105]
article-taxation — [670, 1879, 916, 2029]
masthead — [12, 8, 1564, 70]
article-body: συνηντήθη χθὲς μὲ τὸν Βρεταννὸν ὑπουργὸν τῶν Ἐξωτερικῶν κ. Ἤντεν. Κατὰ τὴν συνάντησιν οὐδεμία νύξις ἐγένετο διὰ τὴν ἀπαλλοτρίωσιν τῆς Κωπαΐδος καὶ τὰ ζητήματα τῆς Μέσης Ἀνατολῆς. Συνεζητήθησαν γενικώτερα θέματα τῆς ἀμύνης τῆς Ἀνατολικῆς Μεσογείου. — [1178, 181, 1560, 229]
article-turkish-chief — [920, 670, 1164, 928]
subheadline: Η ΑΝΑΣΥΝΘΕΣΙΣ ΤΩΝ ΔΙΟΙΚΗΤΙΚΩΝ ΣΥΜΒΟΥΛΙΩΝ — [91, 555, 384, 570]
subheadline: Ο ΣΤΡΑΤΗΓΟΣ ΟΥΛΙΜΑΝ — [970, 784, 1114, 799]
article-sugar — [439, 1388, 664, 1499]
article-body: Τὸ ὑπουργεῖον Ἐμπορίου καθώρισε τὸ ὕψος τῆς πριμοδοτήσεως τῶν ἐξαγωγίμων εἰδῶν. — [441, 1657, 662, 1682]
industry-table — [240, 1797, 429, 1977]
article-death-sentence — [920, 2163, 1164, 2300]
table-row: Κοιν. 85.000 — [48, 1883, 150, 1894]
headline: ΣΗΜΕΡΟΝ ΘΑ ΣΤΑΛΗ ΠΡΟΣ ΤΟΝ ΜΠΕΗΝ ΤΗΣ ΣΥΝΙΔΟΣ ΤΟ ΤΕΛΕΓΡΑΦΟΝ ΤΗΣ ΓΑΛΛΙΚΗΣ ΚΥΒΕΡΝΗΣΕΩΣ ΤΑ ΑΡΑΒΙΚΑ ΚΡΑΤΗ ΘΑ ΑΣΚΗΣΟΥΝ ΑΝΤΙΠΟΙΝΑ — [672, 551, 1162, 611]
column-divider — [1170, 71, 1171, 2302]
article-truman — [1176, 360, 1562, 609]
headline: Ο κ. ΠΑΠΑΘΑΝΑΣΟΠΟΥΛΟΣ ΛΕΓΕΙ ΟΤΙ ΔΕΝ ΔΗΜΟΚΟΠΕΙ — [1385, 1943, 1549, 1970]
article-siamese — [1176, 1788, 1368, 2046]
masthead-date-address: ΣΑΒΒΑΤΟΝ, 20 ΔΕΚΕΜΒΡΙΟΥ — ΓΡΑΦΕΙΑ: ΟΔΟΣ ΚΑΡΑΓΕΩΡΓΗ ΣΕΡΒΙΑΣ 4. — [57, 43, 608, 58]
dateline: ΠΑΡΙΣΙΟΙ, 19. (Τοῦ ἀνταποκριτοῦ μας).— Κατὰ πληροφορίας ἐκ Καΐρου ὁ στρατηγὸς Νεγκίμπ — [672, 1449, 1143, 1460]
article-kopaida — [670, 1625, 1164, 1784]
headline: ΑΙ ΠΡΑΙ ΛΕΙΤΟΥΡΓΙΑΣ ΤΩΝ ΚΑΤΑΣΤΗΜΑΤΩΝ ΚΑΤΑ ΤΑΣ ΕΟΡΤΑΣ — [936, 2034, 1149, 2061]
gold-caption: Ἀγορά λίρας: λίρα 'Αγγλίας 145.000 — 153.000 — [47, 2023, 287, 2034]
article-body: Ἡ δίκη ἀνεβλήθη διὰ τὴν προσεχῆ δικάσιμον κατόπιν αἰτήσεως τῆς ὑπερασπίσεως. — [441, 968, 662, 993]
article-body: Ἡ Νομισματικὴ Ἐπιτροπὴ ἀπεφάσισε κατὰ τὴν χθεσινὴν συνεδρίασίν της τὴν λῆψιν αὐστηρῶν μέτρων κατὰ τῶν κατακρατούντων «παγωμένας» πιστώσεις, οἱ ὁποῖοι ἀρνοῦνται νὰ διακανονίσουν τὰς ὀφειλάς των πρὸς τὰς Τραπέζας. Ἀπεφασίσθη ἐπίσης ἡ ἐπέκτασις τῆς πιστωτικῆς πολιτικῆς εἰς τὸν τομέα τῆς βιομηχανίας. — [1178, 663, 1560, 724]
article-body: Ὁ ὑπουργὸς τῶν Ἐσωτερικῶν ὑπέγραψε τὴν ἀπόφασιν περὶ μισθοδοσίας τῶν ἀξιωματικῶν. — [922, 1943, 1162, 1968]
article-zanna — [1176, 959, 1562, 1316]
headline: ΑΝΑΣΤΡΟΦΗ ΠΟΙΝΩΝ ΕΙΣ ΤΟ ΝΕΟ ΕΠΕΙ — [452, 1116, 651, 1143]
table-header: ΤΡΑΠΕΖΑΙ — [45, 1902, 141, 1915]
headline: Η ΣΥΝΕΔΡΙΑΣΙΣ ΤΩΝ ΕΛΑΙΟΠΑΡΑΓΩΓΩΝ — [492, 1218, 612, 1246]
headline: Η ΠΡΩΤΗ ΔΟΚΙΜΗ ΤΗΣ ΑΜΕΡΙΚΑΝΙΚΗΣ ΠΟΛΙΤΙΚΗΣ ΠΡΟΣ ΑΝΑΣΧΕΣΙΝ ΤΟΥ ΣΟΒΙΕΤΙΚΟΥ ΕΠΕΚΤΑΤΙΣΜΟΥ ΕΓΙΝΕ ΕΙΣ ΤΗΝ ΕΛΛΑΔΑ, ΤΟΝΙΖΕΙ Ο κ. ΤΡΟΥΜΑΝ — [1190, 363, 1548, 405]
table-row: 1925 24.700 47.000 — [48, 1859, 211, 1870]
